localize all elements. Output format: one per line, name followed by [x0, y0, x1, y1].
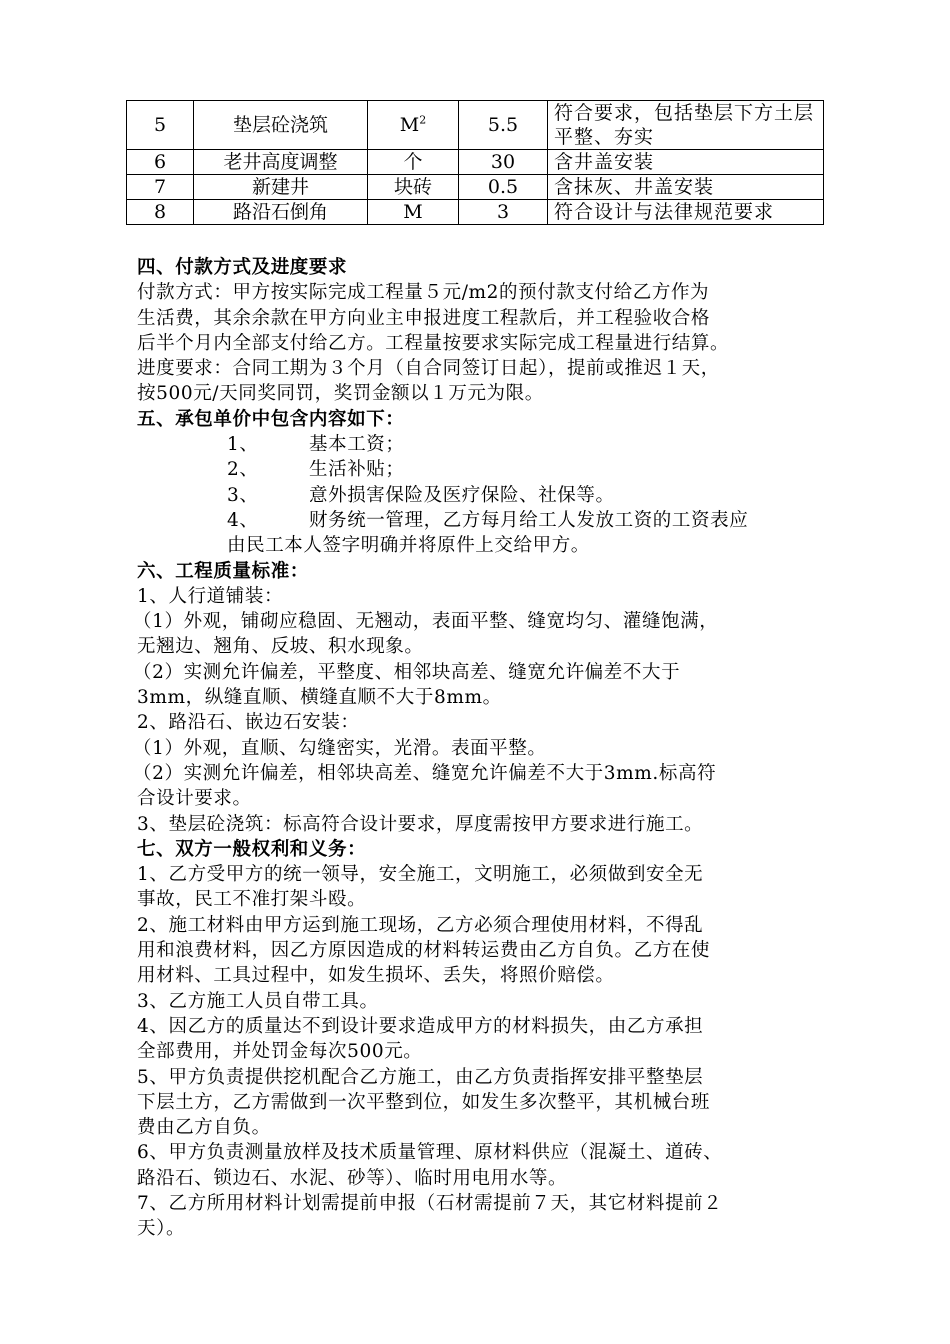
list-text: 生活补贴；	[309, 459, 405, 481]
section-heading-unit-price: 五、承包单价中包含内容如下：	[137, 408, 405, 430]
section-heading-rights: 七、双方一般权利和义务：	[137, 838, 367, 860]
paragraph-line: 生活费，其余余款在甲方向业主申报进度工程款后，并工程验收合格	[137, 307, 711, 329]
paragraph-line: （1）外观，直顺、勾缝密实，光滑。表面平整。	[133, 737, 547, 759]
item-description: 含井盖安装	[548, 150, 824, 175]
row-number: 5	[127, 101, 194, 150]
item-unit: 块砖	[368, 175, 459, 200]
item-quantity: 5.5	[459, 101, 548, 150]
list-item	[137, 483, 827, 508]
table-row	[127, 101, 824, 150]
list-text: 基本工资；	[309, 434, 405, 456]
paragraph-line: 费由乙方自负。	[137, 1117, 271, 1139]
list-text: 财务统一管理，乙方每月给工人发放工资的工资表应	[309, 509, 749, 531]
item-name: 新建井	[194, 175, 368, 200]
paragraph-line: 按500元/天同奖同罚，奖罚金额以１万元为限。	[137, 383, 544, 405]
paragraph-line: 3、垫层砼浇筑：标高符合设计要求，厚度需按甲方要求进行施工。	[137, 813, 704, 835]
list-item	[137, 432, 827, 457]
paragraph-line: 用和浪费材料，因乙方原因造成的材料转运费由乙方自负。乙方在使	[137, 940, 711, 962]
section-heading-quality: 六、工程质量标准：	[137, 560, 309, 582]
paragraph-line: （2）实测允许偏差，相邻块高差、缝宽允许偏差不大于3mm.标高符	[133, 762, 717, 784]
item-quantity: 3	[459, 200, 548, 225]
item-unit: M	[368, 200, 459, 225]
paragraph-line: 3、乙方施工人员自带工具。	[137, 990, 379, 1012]
table-row	[127, 150, 824, 175]
item-description: 符合设计与法律规范要求	[548, 200, 824, 225]
paragraph-line: 事故，民工不准打架斗殴。	[137, 889, 367, 911]
list-number: 2、	[227, 459, 259, 481]
paragraph-line: 进度要求：合同工期为３个月（自合同签订日起），提前或推迟１天，	[137, 358, 720, 380]
paragraph-line: 6、甲方负责测量放样及技术质量管理、原材料供应（混凝土、道砖、	[137, 1142, 723, 1164]
contract-body	[133, 255, 827, 1242]
paragraph-line: 付款方式：甲方按实际完成工程量５元/m2的预付款支付给乙方作为	[137, 282, 710, 304]
paragraph-line: 4、因乙方的质量达不到设计要求造成甲方的材料损失，由乙方承担	[137, 1015, 704, 1037]
item-name: 路沿石倒角	[194, 200, 368, 225]
paragraph-line: 路沿石、锁边石、水泥、砂等）、临时用电用水等。	[137, 1167, 568, 1189]
unit-text: M	[399, 114, 420, 136]
list-item	[137, 457, 827, 482]
paragraph-line: 1、乙方受甲方的统一领导，安全施工，文明施工，必须做到安全无	[137, 864, 704, 886]
paragraph-line: 1、人行道铺装：	[137, 585, 284, 607]
item-name: 老井高度调整	[194, 150, 368, 175]
paragraph-line: （1）外观，铺砌应稳固、无翘动，表面平整、缝宽均匀、灌缝饱满，	[133, 611, 719, 633]
table-row	[127, 200, 824, 225]
item-name: 垫层砼浇筑	[194, 101, 368, 150]
row-number: 6	[127, 150, 194, 175]
paragraph-line: 下层土方，乙方需做到一次平整到位，如发生多次整平，其机械台班	[137, 1091, 711, 1113]
paragraph-line: 合设计要求。	[137, 788, 252, 810]
paragraph-line: 5、甲方负责提供挖机配合乙方施工，由乙方负责指挥安排平整垫层	[137, 1066, 704, 1088]
paragraph-line: 无翘边、翘角、反坡、积水现象。	[137, 636, 424, 658]
row-number: 7	[127, 175, 194, 200]
paragraph-line: 3mm，纵缝直顺、横缝直顺不大于8mm。	[137, 687, 502, 709]
paragraph-line: 后半个月内全部支付给乙方。工程量按要求实际完成工程量进行结算。	[137, 332, 730, 354]
item-quantity: 0.5	[459, 175, 548, 200]
list-number: 4、	[227, 509, 259, 531]
item-unit: 个	[368, 150, 459, 175]
paragraph-line: 2、路沿石、嵌边石安装：	[137, 712, 360, 734]
item-description: 符合要求，包括垫层下方土层平整、夯实	[548, 101, 824, 150]
list-text: 意外损害保险及医疗保险、社保等。	[309, 484, 615, 506]
table-row	[127, 175, 824, 200]
row-number: 8	[127, 200, 194, 225]
paragraph-line: 7、乙方所用材料计划需提前申报（石材需提前７天，其它材料提前２	[137, 1192, 723, 1214]
paragraph-line: 2、施工材料由甲方运到施工现场，乙方必须合理使用材料，不得乱	[137, 914, 704, 936]
item-unit	[368, 101, 459, 150]
paragraph-line: （2）实测允许偏差，平整度、相邻块高差、缝宽允许偏差不大于	[133, 661, 681, 683]
list-number: 1、	[227, 434, 259, 456]
list-item-continuation: 由民工本人签字明确并将原件上交给甲方。	[227, 535, 590, 557]
work-items-table	[126, 100, 824, 225]
paragraph-line: 全部费用，并处罚金每次500元。	[137, 1041, 423, 1063]
paragraph-line: 用材料、工具过程中，如发生损坏、丢失，将照价赔偿。	[137, 965, 615, 987]
item-description: 含抹灰、井盖安装	[548, 175, 824, 200]
unit-superscript: 2	[419, 113, 427, 127]
section-heading-payment: 四、付款方式及进度要求	[137, 257, 348, 278]
item-quantity: 30	[459, 150, 548, 175]
list-item	[137, 508, 827, 533]
paragraph-line: 天）。	[137, 1218, 186, 1240]
list-number: 3、	[227, 484, 259, 506]
